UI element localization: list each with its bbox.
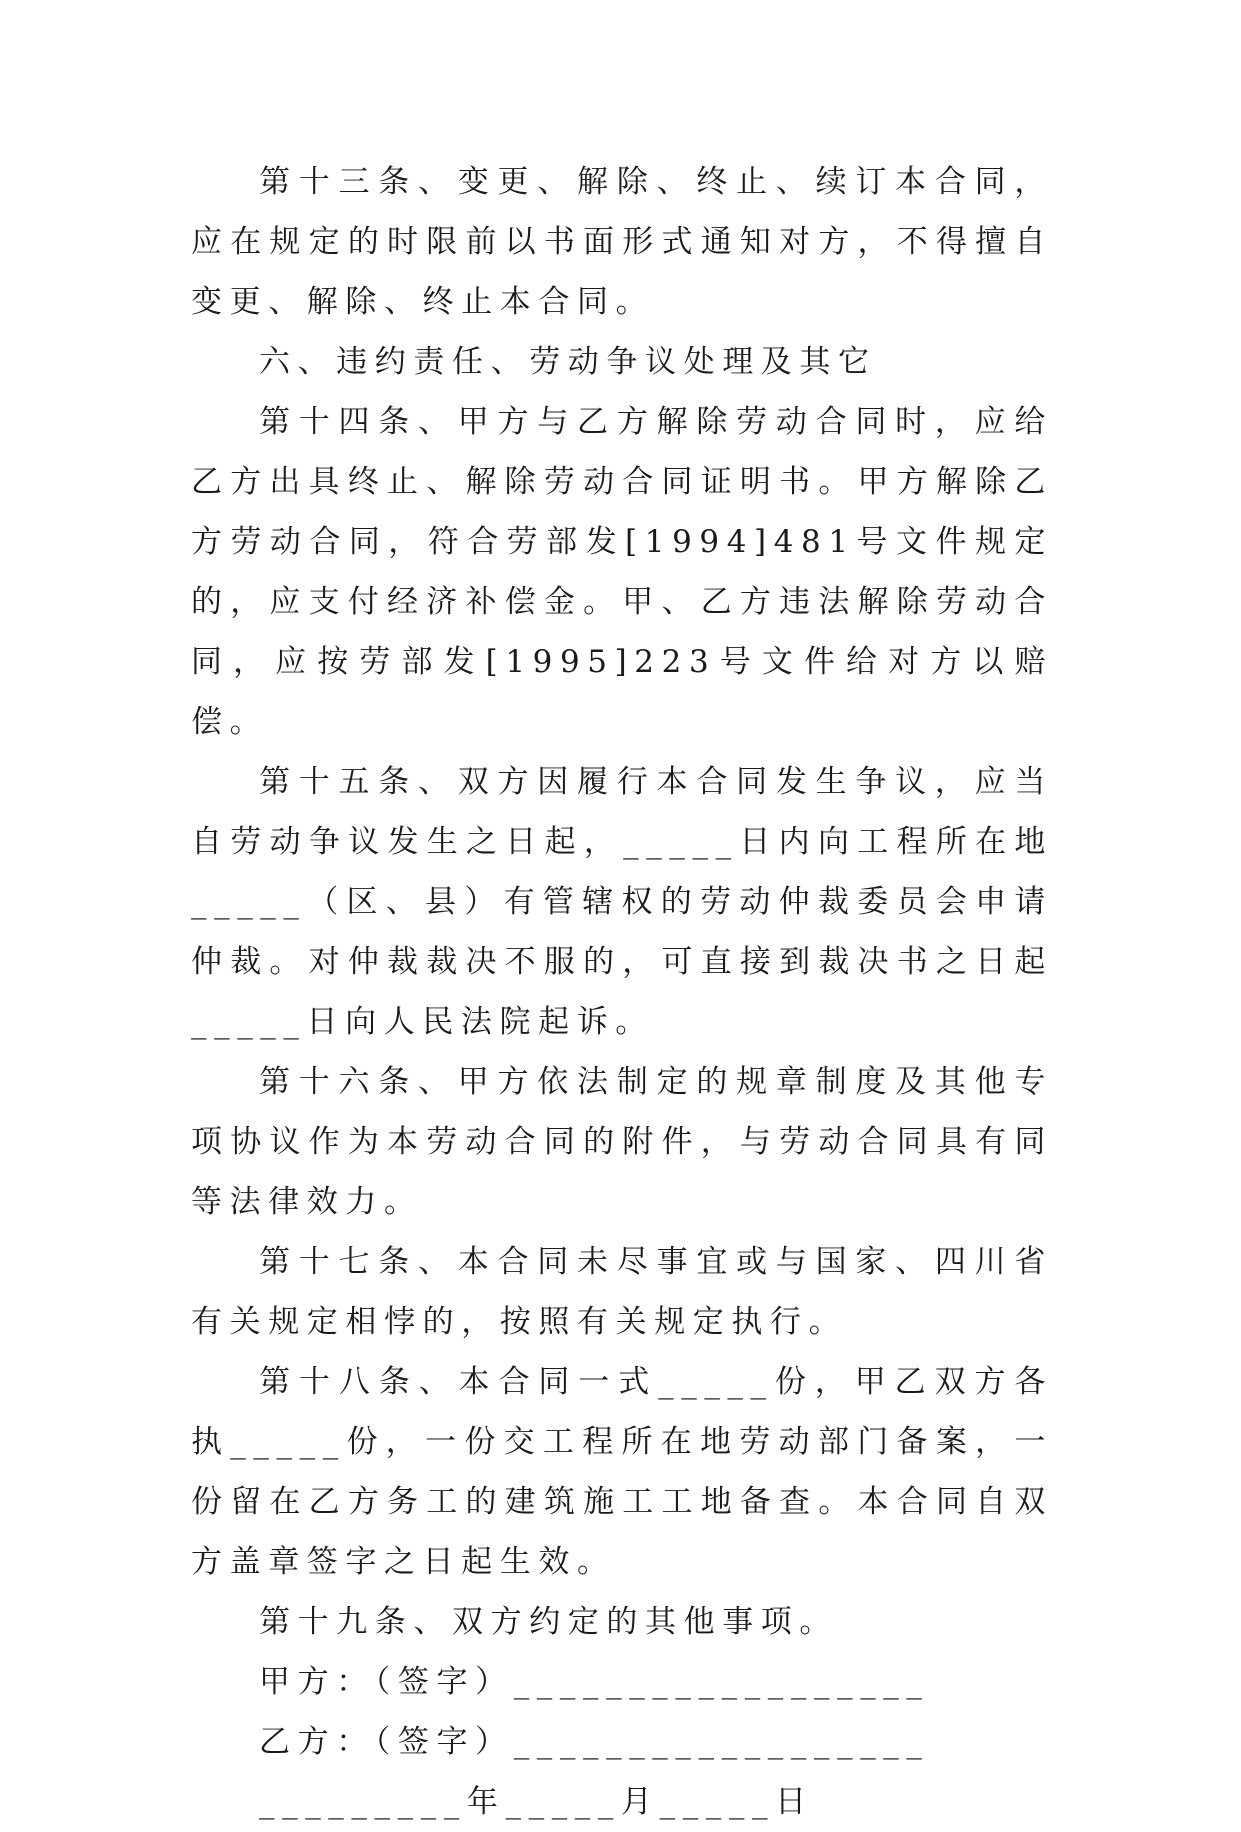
article-15-paragraph: 第十五条、双方因履行本合同发生争议，应当自劳动争议发生之日起，_____日内向工程所在地_____（区、县）有管辖权的劳动仲裁委员会申请仲裁。对仲裁裁决不服的，可直接到裁决书之日起_____日向人民法院起诉。 bbox=[191, 764, 1053, 1040]
article-13-paragraph: 第十三条、变更、解除、终止、续订本合同，应在规定的时限前以书面形式通知对方，不得擅自变更、解除、终止本合同。 bbox=[191, 164, 1053, 320]
article-14-paragraph: 第十四条、甲方与乙方解除劳动合同时，应给乙方出具终止、解除劳动合同证明书。甲方解除乙方劳动合同，符合劳部发[1994]481号文件规定的，应支付经济补偿金。甲、乙方违法解除劳动合同，应按劳部发[1995]223号文件给对方以赔偿。 bbox=[191, 404, 1053, 740]
article-18-paragraph: 第十八条、本合同一式_____份，甲乙双方各执_____份，一份交工程所在地劳动部门备案，一份留在乙方务工的建筑施工工地备查。本合同自双方盖章签字之日起生效。 bbox=[191, 1364, 1053, 1580]
party-a-signature-line: 甲方：（签字）__________________ bbox=[259, 1664, 930, 1700]
article-19-paragraph: 第十九条、双方约定的其他事项。 bbox=[259, 1604, 838, 1640]
article-16-paragraph: 第十六条、甲方依法制定的规章制度及其他专项协议作为本劳动合同的附件，与劳动合同具有同等法律效力。 bbox=[191, 1064, 1053, 1220]
section-6-heading: 六、违约责任、劳动争议处理及其它 bbox=[259, 344, 877, 380]
date-line: _________年_____月_____日 bbox=[259, 1784, 814, 1820]
article-17-paragraph: 第十七条、本合同未尽事宜或与国家、四川省有关规定相悖的，按照有关规定执行。 bbox=[191, 1244, 1053, 1340]
party-b-signature-line: 乙方：（签字）__________________ bbox=[259, 1724, 930, 1760]
document-body bbox=[191, 152, 1053, 1832]
